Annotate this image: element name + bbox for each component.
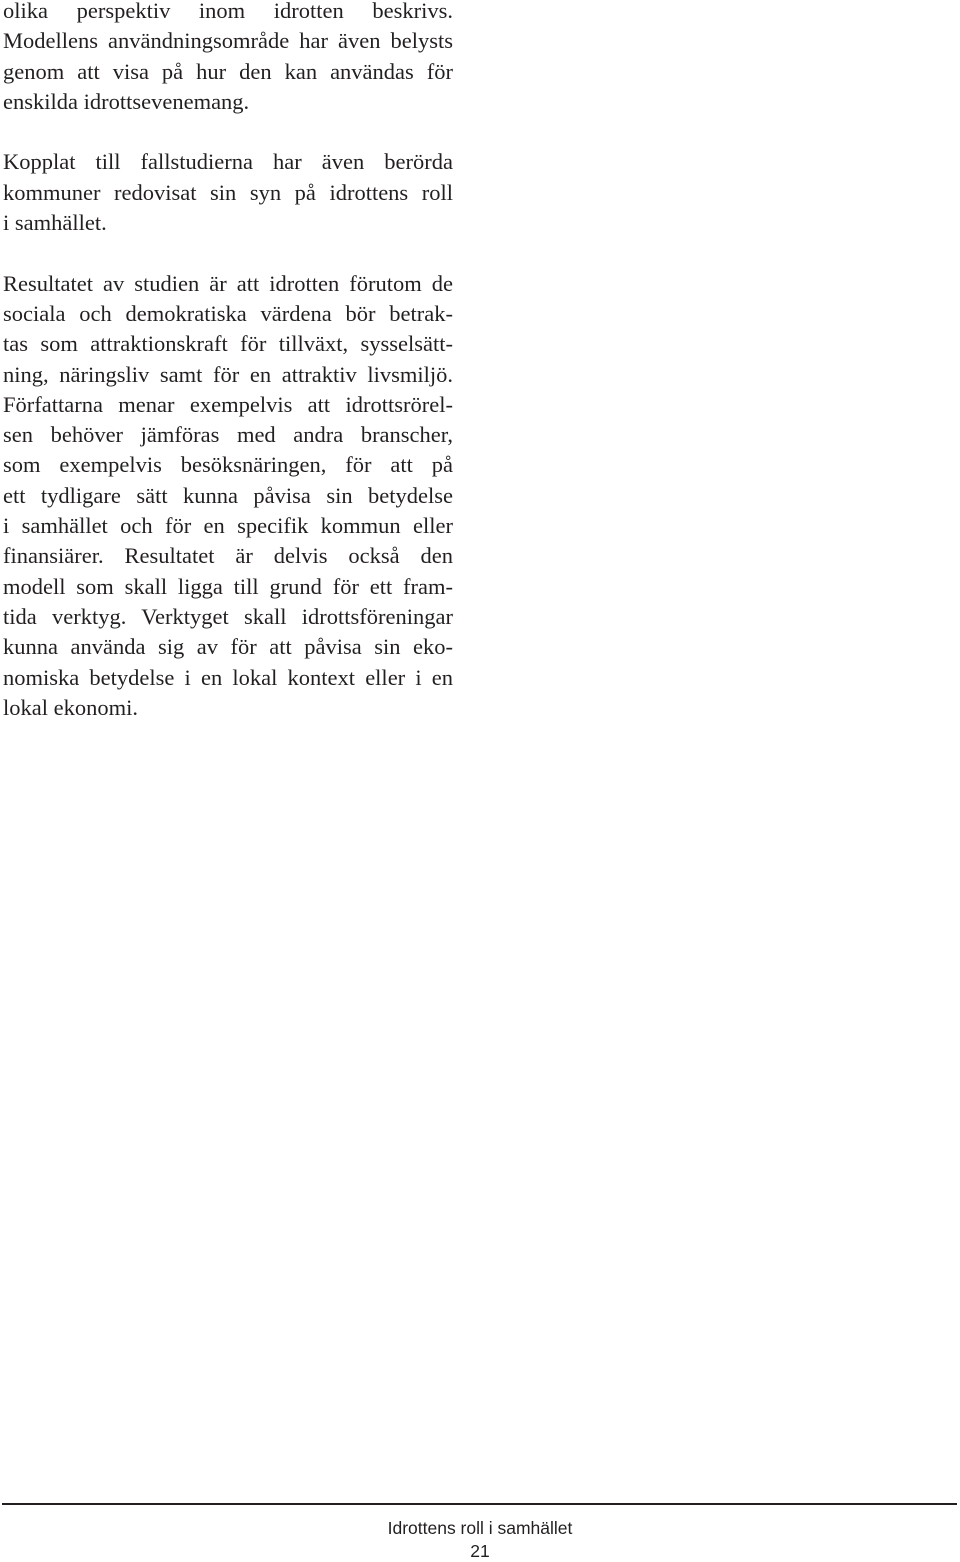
footer-divider (2, 1503, 957, 1505)
footer-title: Idrottens roll i samhället (387, 1518, 573, 1538)
text-line: ning, näringsliv samt för en attraktiv livsmiljö. (3, 361, 453, 387)
text-line: kunna använda sig av för att påvisa sin eko- (3, 634, 453, 660)
text-line: nomiska betydelse i en lokal kontext eller i en (3, 664, 453, 690)
text-line: Modellens användningsområde har även belysts (3, 28, 453, 54)
body-text-column (3, 0, 453, 753)
text-line: Resultatet av studien är att idrotten förutom de (3, 270, 453, 296)
text-line: sen behöver jämföras med andra branscher, (3, 422, 453, 448)
paragraph-1 (3, 0, 453, 117)
text-line: i samhället och för en specifik kommun eller (3, 513, 453, 539)
text-line: Kopplat till fallstudierna har även berörda (3, 149, 453, 175)
text-line: lokal ekonomi. (3, 694, 138, 720)
text-line: i samhället. (3, 210, 107, 236)
text-line: enskilda idrottsevenemang. (3, 88, 250, 114)
text-line: tas som attraktionskraft för tillväxt, sysselsätt- (3, 331, 453, 357)
text-line: genom att visa på hur den kan användas för (3, 58, 453, 84)
text-line: ett tydligare sätt kunna påvisa sin betydelse (3, 482, 453, 508)
text-line: sociala och demokratiska värdena bör betrak- (3, 300, 453, 326)
paragraph-2 (3, 147, 453, 238)
text-line: modell som skall ligga till grund för ett fram- (3, 573, 453, 599)
text-line: kommuner redovisat sin syn på idrottens roll (3, 179, 453, 205)
text-line: olika perspektiv inom idrotten beskrivs. (3, 0, 453, 23)
paragraph-3 (3, 269, 453, 723)
text-line: som exempelvis besöksnäringen, för att på (3, 452, 453, 478)
page-number: 21 (470, 1541, 490, 1561)
text-line: tida verktyg. Verktyget skall idrottsföreningar (3, 603, 453, 629)
text-line: Författarna menar exempelvis att idrottsrörel- (3, 391, 453, 417)
text-line: finansiärer. Resultatet är delvis också den (3, 543, 453, 569)
